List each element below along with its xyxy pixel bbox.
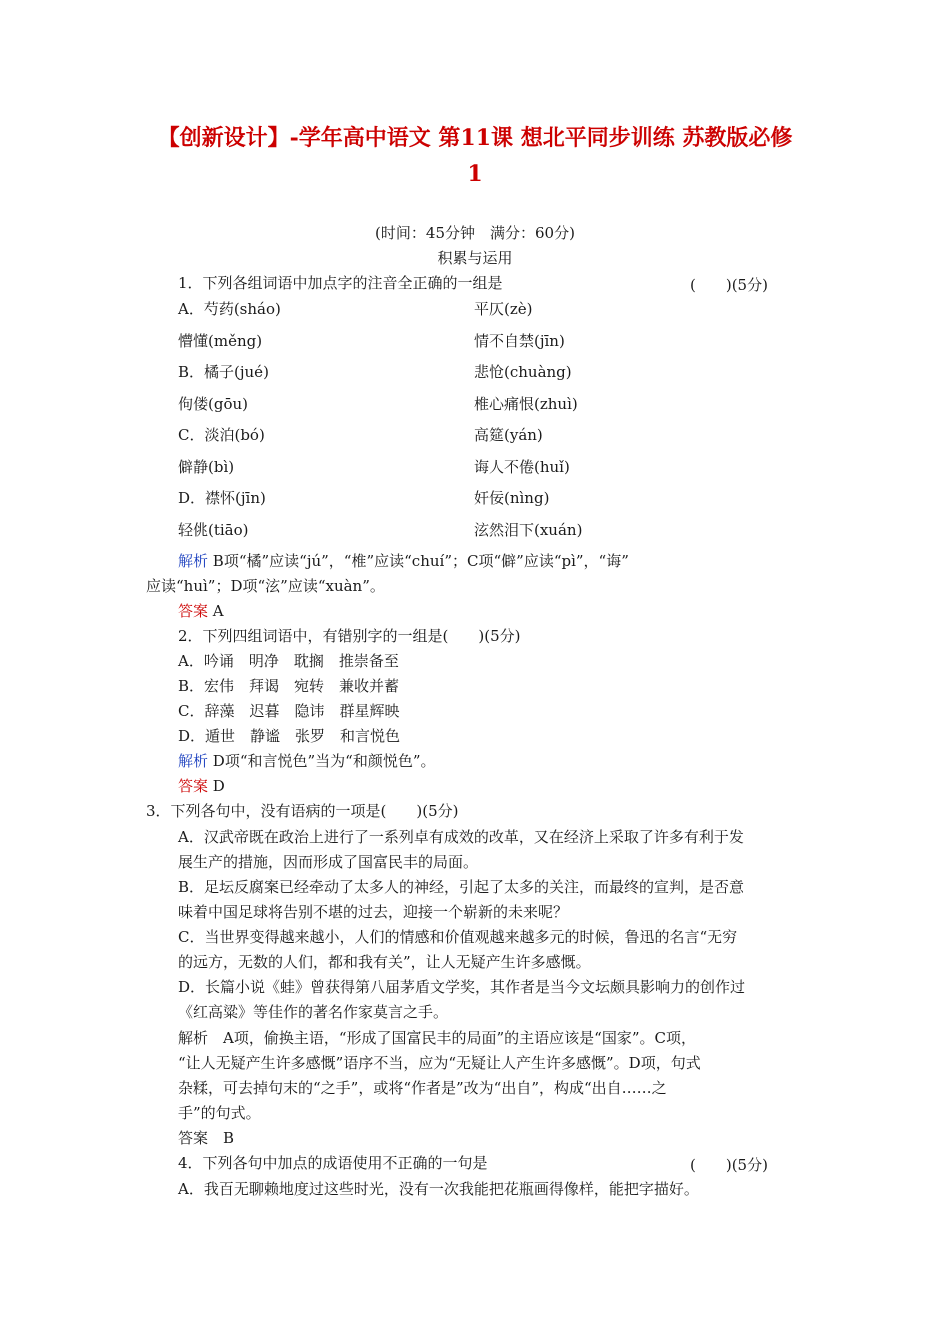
q1-option-left: 轻佻(tiāo) bbox=[178, 521, 249, 539]
q1-analysis-text-cont: 应读“huì”；D项“泫”应读“xuàn”。 bbox=[146, 577, 385, 595]
q1-option-left: B．橘子(jué) bbox=[178, 363, 269, 381]
q1-option-left: 懵懂(měng) bbox=[178, 332, 263, 350]
q1-option-right: 诲人不倦(huǐ) bbox=[474, 458, 570, 476]
q1-option-right: 高筵(yán) bbox=[474, 426, 543, 444]
q1-option-right: 平仄(zè) bbox=[474, 300, 533, 318]
q2-option: C．辞藻 迟暮 隐讳 群星辉映 bbox=[178, 702, 400, 720]
q1-option-right: 椎心痛恨(zhuì) bbox=[474, 395, 578, 413]
q2-answer-label: 答案 bbox=[178, 777, 209, 795]
time-info: (时间：45分钟 满分：60分) bbox=[375, 224, 575, 242]
title-line-1: 【创新设计】-学年高中语文 第11课 想北平同步训练 苏教版必修 bbox=[157, 125, 793, 151]
q4-option-a: A．我百无聊赖地度过这些时光，没有一次我能把花瓶画得像样，能把字描好。 bbox=[178, 1180, 699, 1198]
q3-answer: 答案 B bbox=[178, 1129, 235, 1147]
q2-option: A．吟诵 明净 耽搁 推崇备至 bbox=[178, 652, 399, 670]
q1-option-left: 佝偻(gōu) bbox=[178, 395, 248, 413]
q3-line: C．当世界变得越来越小，人们的情感和价值观越来越多元的时候，鲁迅的名言“无穷 bbox=[178, 928, 738, 946]
q3-line: 的远方，无数的人们，都和我有关”，让人无疑产生许多感慨。 bbox=[178, 953, 591, 971]
q2-option: D．遁世 静谧 张罗 和言悦色 bbox=[178, 727, 401, 745]
q1-option-left: D．襟怀(jīn) bbox=[178, 489, 266, 507]
q3-line: A．汉武帝既在政治上进行了一系列卓有成效的改革，又在经济上采取了许多有利于发 bbox=[178, 828, 744, 846]
q1-analysis-label: 解析 bbox=[178, 552, 209, 570]
q1-stem: 1．下列各组词语中加点字的注音全正确的一组是 bbox=[178, 274, 503, 292]
q4-stem: 4．下列各句中加点的成语使用不正确的一句是 bbox=[178, 1154, 488, 1172]
section-heading: 积累与运用 bbox=[437, 249, 513, 267]
q2-option: B．宏伟 拜谒 宛转 兼收并蓄 bbox=[178, 677, 400, 695]
document-title bbox=[80, 120, 870, 192]
q1-option-left: A．芍药(sháo) bbox=[178, 300, 281, 318]
q1-option-left: C．淡泊(bó) bbox=[178, 426, 265, 444]
q2-analysis-text: D项“和言悦色”当为“和颜悦色”。 bbox=[212, 752, 436, 770]
q2-stem: 2．下列四组词语中，有错别字的一组是( )(5分) bbox=[178, 627, 521, 645]
q3-analysis: “让人无疑产生许多感慨”语序不当，应为“无疑让人产生许多感慨”。D项，句式 bbox=[178, 1054, 701, 1072]
title-line-2: 1 bbox=[467, 161, 483, 187]
q2-answer: D bbox=[212, 777, 225, 795]
q3-line: B．足坛反腐案已经牵动了太多人的神经，引起了太多的关注，而最终的宣判，是否意 bbox=[178, 878, 745, 896]
q3-line: 味着中国足球将告别不堪的过去，迎接一个崭新的未来呢？ bbox=[178, 903, 569, 921]
q3-analysis: 解析 A项，偷换主语，“形成了国富民丰的局面”的主语应该是“国家”。C项， bbox=[178, 1029, 696, 1047]
q1-option-left: 僻静(bì) bbox=[178, 458, 235, 476]
q4-score: ( )(5分) bbox=[690, 1156, 768, 1174]
q3-line: D．长篇小说《蛙》曾获得第八届茅盾文学奖，其作者是当今文坛颇具影响力的创作过 bbox=[178, 978, 746, 996]
q3-line: 展生产的措施，因而形成了国富民丰的局面。 bbox=[178, 853, 479, 871]
q1-answer: A bbox=[212, 602, 224, 620]
q1-option-right: 泫然泪下(xuán) bbox=[474, 521, 583, 539]
q3-stem: 3．下列各句中，没有语病的一项是( )(5分) bbox=[146, 802, 459, 820]
q1-option-right: 悲怆(chuàng) bbox=[474, 363, 572, 381]
q3-analysis: 杂糅，可去掉句末的“之手”，或将“作者是”改为“出自”，构成“出自……之 bbox=[178, 1079, 667, 1097]
q1-score: ( )(5分) bbox=[690, 276, 768, 294]
q1-answer-label: 答案 bbox=[178, 602, 209, 620]
q1-option-right: 情不自禁(jīn) bbox=[474, 332, 565, 350]
q1-option-right: 奸佞(nìng) bbox=[474, 489, 550, 507]
q2-analysis-label: 解析 bbox=[178, 752, 209, 770]
q3-analysis: 手”的句式。 bbox=[178, 1104, 261, 1122]
q3-line: 《红高粱》等佳作的著名作家莫言之手。 bbox=[178, 1003, 449, 1021]
q1-analysis-text: B项“橘”应读“jú”，“椎”应读“chuí”；C项“僻”应读“pì”，“诲” bbox=[212, 552, 629, 570]
